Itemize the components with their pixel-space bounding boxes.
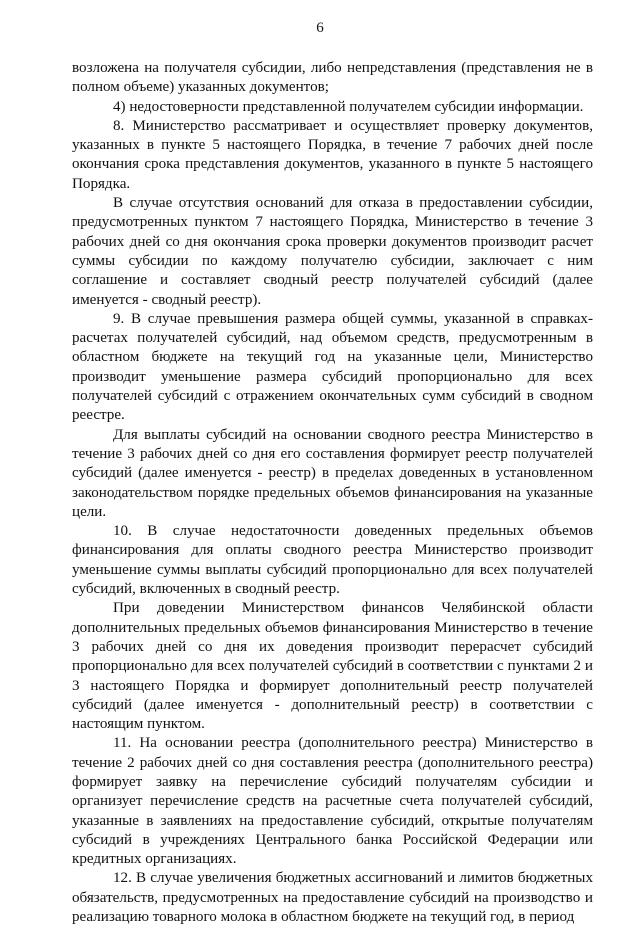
document-body <box>72 59 593 927</box>
paragraph-clause-10-continued: При доведении Министерством финансов Челябинской области дополнительных предельных объемов финансирования Министерство в течение 3 рабочих дней со дня их доведения производит перерасчет субсидий пропорционально для всех получателей субсидий в соответствии с пунктами 2 и 3 настоящего Порядка и формирует дополнительный реестр получателей субсидий (далее именуется - дополнительный реестр) в соответствии с настоящим пунктом. <box>72 600 593 733</box>
paragraph-item-4: 4) недостоверности представленной получателем субсидии информации. <box>113 98 584 115</box>
page-number: 6 <box>316 20 324 36</box>
paragraph-clause-8: 8. Министерство рассматривает и осуществляет проверку документов, указанных в пункте 5 настоящего Порядка, в течение 7 рабочих дней после окончания срока представления документов, указанного в пункте 5 настоящего Порядка. <box>72 117 593 192</box>
paragraph-clause-11: 11. На основании реестра (дополнительного реестра) Министерство в течение 2 рабочих дней со дня составления реестра (дополнительного реестра) формирует заявку на перечисление субсидий получателям субсидии и организует перечисление средств на расчетные счета получателей субсидий, указанные в заявлениях на предоставление субсидий, открытые получателям субсидий в учреждениях Центрального банка Российской Федерации или кредитных организациях. <box>72 735 593 868</box>
paragraph-clause-9-continued: Для выплаты субсидий на основании сводного реестра Министерство в течение 3 рабочих дней со дня его составления формирует реестр получателей субсидий (далее именуется - реестр) в пределах доведенных в установленном законодательством порядке предельных объемов финансирования на указанные цели. <box>72 426 593 520</box>
paragraph-clause-12: 12. В случае увеличения бюджетных ассигнований и лимитов бюджетных обязательств, предусмотренных на предоставление субсидий на производство и реализацию товарного молока в областном бюджете на текущий год, в период <box>72 870 593 926</box>
paragraph-clause-8-continued: В случае отсутствия оснований для отказа в предоставлении субсидии, предусмотренных пунктом 7 настоящего Порядка, Министерство в течение 3 рабочих дней со дня окончания срока проверки документов производит расчет суммы субсидии по каждому получателю субсидии, заключает с ним соглашение и составляет сводный реестр получателей субсидий (далее именуется - сводный реестр). <box>72 195 593 308</box>
paragraph-clause-10: 10. В случае недостаточности доведенных предельных объемов финансирования для оплаты сводного реестра Министерство производит уменьшение суммы выплаты субсидий пропорционально для всех получателей субсидий, включенных в сводный реестр. <box>72 523 593 598</box>
paragraph-clause-9: 9. В случае превышения размера общей суммы, указанной в справках-расчетах получателей субсидий, над объемом средств, предусмотренным в областном бюджете на текущий год на указанные цели, Министерство производит уменьшение размера субсидий пропорционально для всех получателей субсидий с отражением окончательных сумм субсидий в сводном реестре. <box>72 310 593 424</box>
paragraph-continuation: возложена на получателя субсидии, либо непредставления (представления не в полном объеме) указанных документов; <box>72 60 593 96</box>
